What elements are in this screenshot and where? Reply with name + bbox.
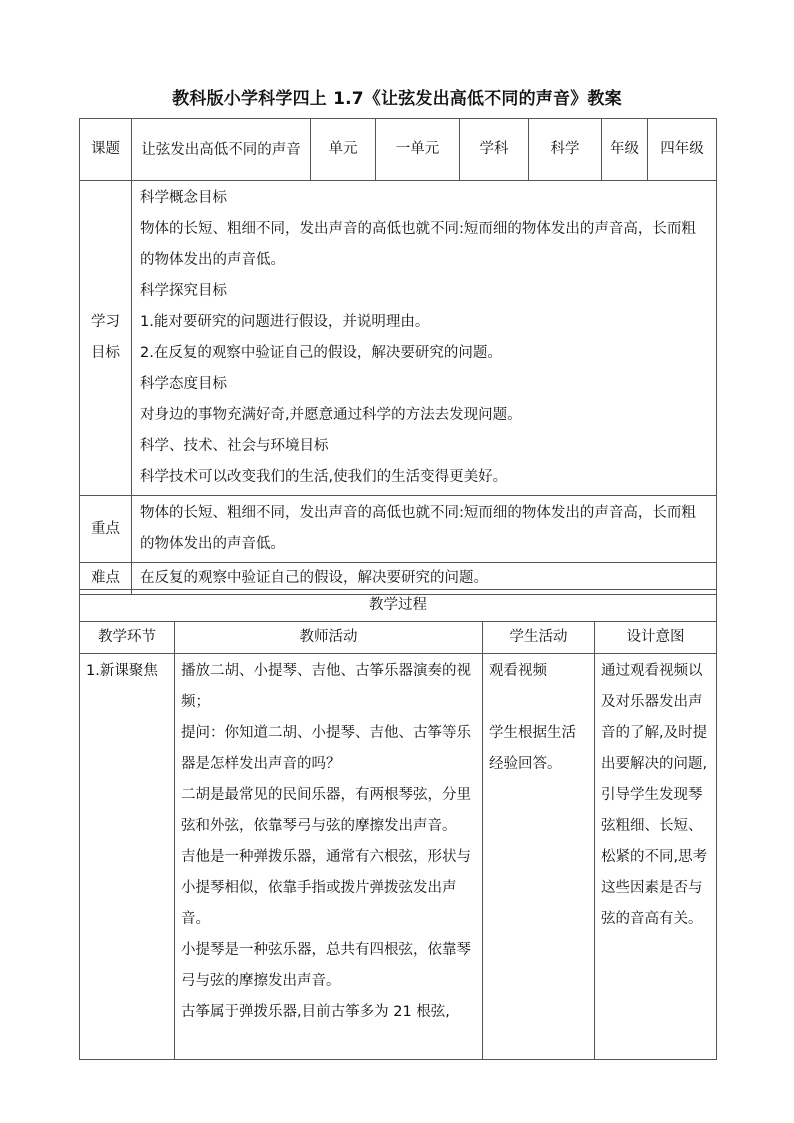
- teacher-line-4: 吉他是一种弹拨乐器，通常有六根弦，形状与小提琴相似，依靠手指或拨片弹拨弦发出声音。: [181, 849, 471, 927]
- teacher-line-3: 二胡是最常见的民间乐器，有两根琴弦，分里弦和外弦，依靠琴弓与弦的摩擦发出声音。: [181, 787, 471, 834]
- col-stage-header: 教学环节: [80, 622, 175, 654]
- goal-text-inquiry-2: 2.在反复的观察中验证自己的假设，解决要研究的问题。: [140, 345, 502, 361]
- teacher-line-5: 小提琴是一种弦乐器，总共有四根弦，依靠琴弓与弦的摩擦发出声音。: [181, 942, 471, 989]
- difficulty-label: 难点: [80, 563, 132, 595]
- col-student-header: 学生活动: [483, 622, 595, 654]
- stage-cell: [80, 654, 175, 1060]
- teacher-line-1: 播放二胡、小提琴、吉他、古筝乐器演奏的视频；: [181, 663, 471, 710]
- nianji-value: 四年级: [648, 119, 717, 181]
- keti-value: 让弦发出高低不同的声音: [132, 119, 311, 181]
- danyuan-label: 单元: [311, 119, 376, 181]
- design-intent-cell: [595, 654, 717, 1060]
- difficulty-text: 在反复的观察中验证自己的假设，解决要研究的问题。: [140, 570, 488, 586]
- student-line-1: 观看视频: [489, 663, 547, 679]
- col-teacher-header: 教师活动: [175, 622, 483, 654]
- teacher-line-2: 提问：你知道二胡、小提琴、吉他、古筝等乐器是怎样发出声音的吗？: [181, 725, 471, 772]
- student-line-2: 学生根据生活经验回答。: [489, 725, 576, 772]
- goal-text-sts: 科学技术可以改变我们的生活,使我们的生活变得更美好。: [140, 469, 508, 485]
- keypoint-label: 重点: [80, 496, 132, 563]
- goals-label-text: 学习目标: [91, 314, 120, 361]
- keypoint-content: [132, 496, 717, 563]
- goals-content: [132, 181, 717, 496]
- teaching-process-table: [79, 589, 717, 1060]
- process-heading: 教学过程: [80, 590, 717, 622]
- danyuan-value: 一单元: [376, 119, 460, 181]
- goals-label: [80, 181, 132, 496]
- keypoint-text: 物体的长短、粗细不同，发出声音的高低也就不同:短而细的物体发出的声音高，长而粗的物体发出的声音低。: [140, 505, 696, 552]
- goal-text-inquiry-1: 1.能对要研究的问题进行假设，并说明理由。: [140, 314, 430, 330]
- col-intent-header: 设计意图: [595, 622, 717, 654]
- teacher-activity-cell: [175, 654, 483, 1060]
- goal-text-attitude: 对身边的事物充满好奇,并愿意通过科学的方法去发现问题。: [140, 407, 522, 423]
- keti-label: 课题: [80, 119, 132, 181]
- xueke-value: 科学: [529, 119, 602, 181]
- student-spacer: [489, 687, 588, 718]
- goal-heading-sts: 科学、技术、社会与环境目标: [140, 438, 329, 454]
- student-activity-cell: [483, 654, 595, 1060]
- stage-text: 1.新课聚焦: [86, 663, 158, 679]
- document-title: 教科版小学科学四上 1.7《让弦发出高低不同的声音》教案: [172, 89, 622, 109]
- goal-heading-inquiry: 科学探究目标: [140, 283, 227, 299]
- design-intent-text: 通过观看视频以及对乐器发出声音的了解,及时提出要解决的问题,引导学生发现琴弦粗细、长短、松紧的不同,思考这些因素是否与弦的音高有关。: [601, 663, 708, 927]
- xueke-label: 学科: [460, 119, 529, 181]
- lesson-info-table: [79, 118, 717, 595]
- goal-heading-concept: 科学概念目标: [140, 190, 227, 206]
- teacher-line-6: 古筝属于弹拨乐器,目前古筝多为 21 根弦,: [181, 1004, 450, 1020]
- nianji-label: 年级: [602, 119, 648, 181]
- goal-text-concept: 物体的长短、粗细不同，发出声音的高低也就不同:短而细的物体发出的声音高，长而粗的物体发出的声音低。: [140, 221, 696, 268]
- goal-heading-attitude: 科学态度目标: [140, 376, 227, 392]
